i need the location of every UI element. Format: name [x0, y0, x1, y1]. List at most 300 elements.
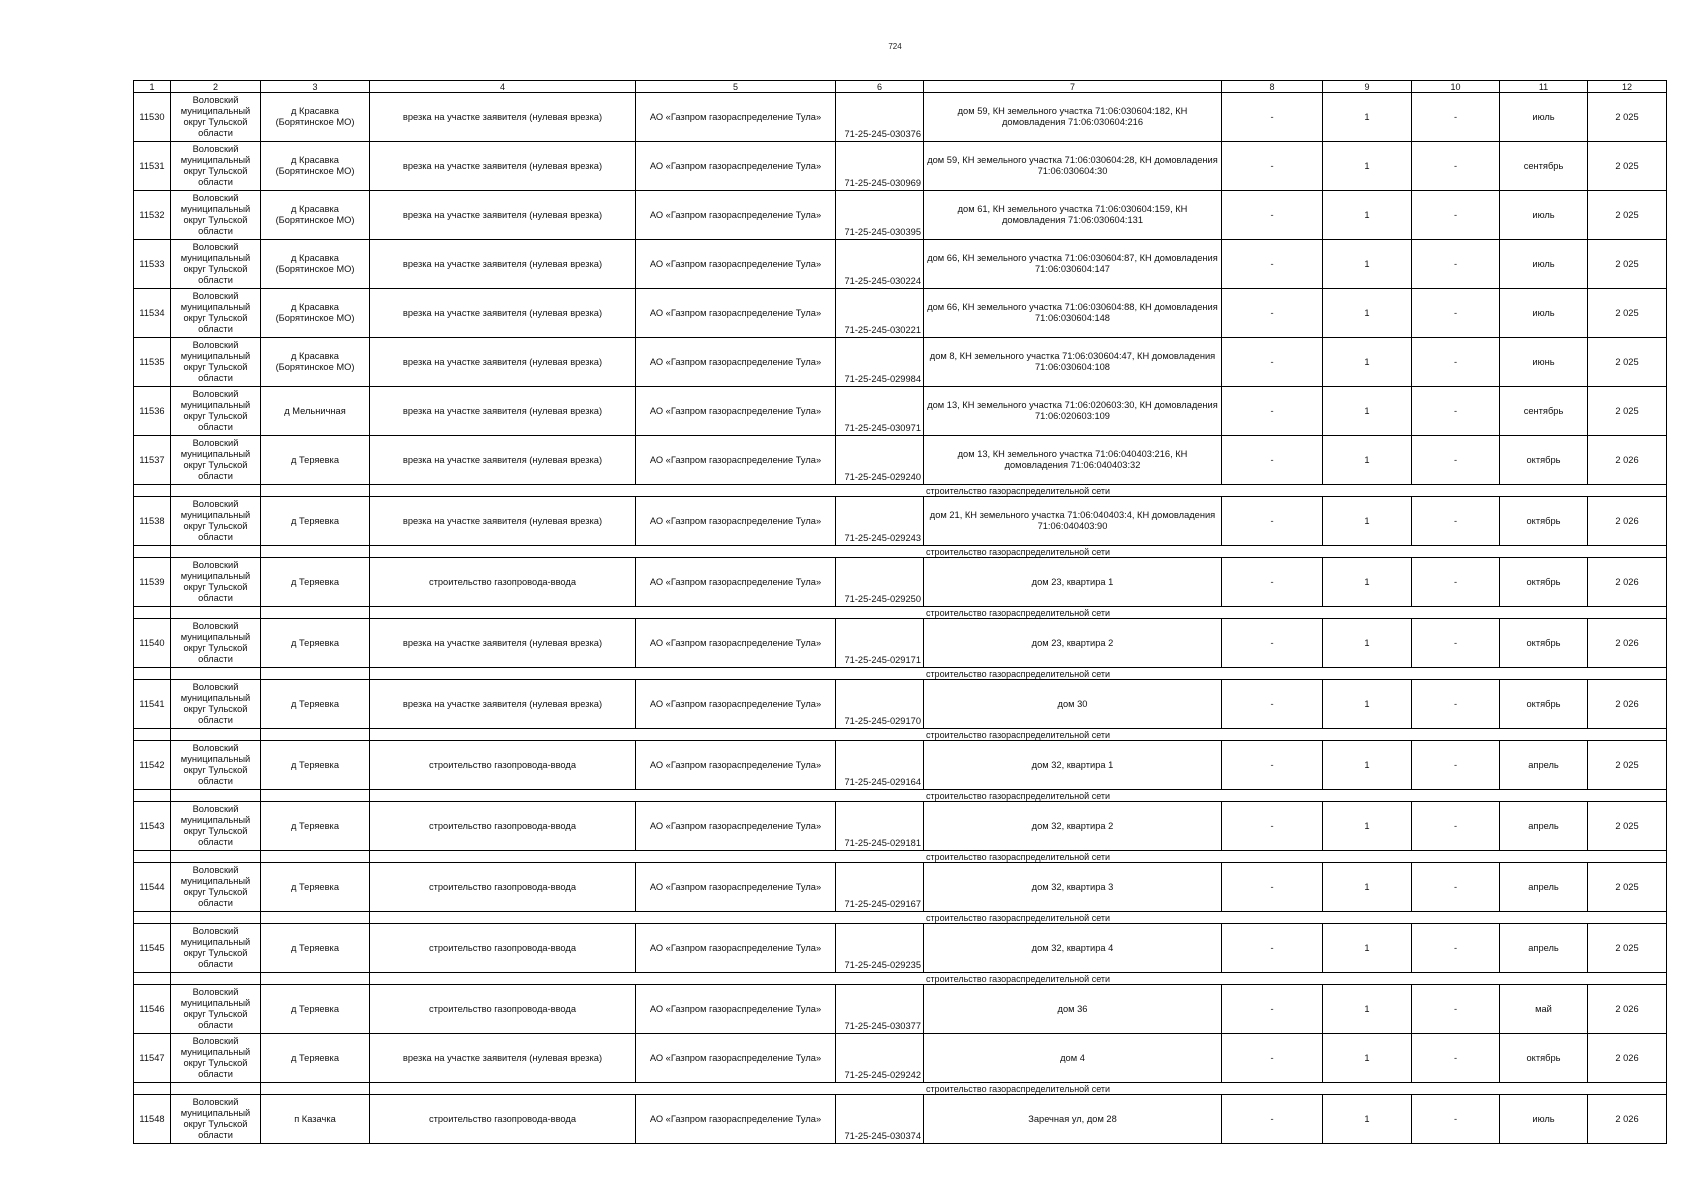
column-10-cell: -: [1412, 142, 1500, 191]
separator-label: строительство газораспределительной сети: [370, 790, 1667, 802]
organization-cell: АО «Газпром газораспределение Тула»: [636, 741, 836, 790]
month-cell: апрель: [1500, 741, 1588, 790]
year-cell: 2 026: [1588, 619, 1667, 668]
locality-cell: п Казачка: [261, 1095, 370, 1144]
column-10-cell: -: [1412, 387, 1500, 436]
month-cell: октябрь: [1500, 619, 1588, 668]
request-code-cell: 71-25-245-030971: [836, 387, 924, 436]
column-10-cell: -: [1412, 680, 1500, 729]
request-code-cell: 71-25-245-030969: [836, 142, 924, 191]
month-cell: сентябрь: [1500, 387, 1588, 436]
request-code-cell: 71-25-245-029235: [836, 924, 924, 973]
organization-cell: АО «Газпром газораспределение Тула»: [636, 436, 836, 485]
column-10-cell: -: [1412, 338, 1500, 387]
work-type-cell: врезка на участке заявителя (нулевая врезка): [370, 1034, 636, 1083]
request-code-cell: 71-25-245-030224: [836, 240, 924, 289]
header-cell: 7: [924, 81, 1222, 93]
separator-empty-cell: [171, 790, 261, 802]
quantity-cell: 1: [1323, 680, 1412, 729]
column-8-cell: -: [1222, 802, 1323, 851]
quantity-cell: 1: [1323, 985, 1412, 1034]
year-cell: 2 026: [1588, 558, 1667, 607]
request-code-cell: 71-25-245-030377: [836, 985, 924, 1034]
separator-empty-cell: [261, 668, 370, 680]
row-number-cell: 11530: [134, 93, 171, 142]
table-row: [134, 1095, 1667, 1144]
work-type-cell: строительство газопровода-ввода: [370, 924, 636, 973]
year-cell: 2 025: [1588, 338, 1667, 387]
organization-cell: АО «Газпром газораспределение Тула»: [636, 93, 836, 142]
header-cell: 11: [1500, 81, 1588, 93]
organization-cell: АО «Газпром газораспределение Тула»: [636, 1095, 836, 1144]
locality-cell: д Красавка (Борятинское МО): [261, 93, 370, 142]
district-cell: Воловский муниципальный округ Тульской области: [171, 741, 261, 790]
row-number-cell: 11545: [134, 924, 171, 973]
month-cell: июнь: [1500, 338, 1588, 387]
row-number-cell: 11548: [134, 1095, 171, 1144]
column-8-cell: -: [1222, 1034, 1323, 1083]
separator-empty-cell: [171, 668, 261, 680]
work-type-cell: врезка на участке заявителя (нулевая врезка): [370, 680, 636, 729]
section-separator-row: [134, 607, 1667, 619]
year-cell: 2 026: [1588, 1095, 1667, 1144]
table-row: [134, 924, 1667, 973]
column-10-cell: -: [1412, 619, 1500, 668]
request-code-cell: 71-25-245-029164: [836, 741, 924, 790]
request-code-cell: 71-25-245-029250: [836, 558, 924, 607]
quantity-cell: 1: [1323, 1034, 1412, 1083]
table-row: [134, 985, 1667, 1034]
separator-empty-cell: [171, 973, 261, 985]
organization-cell: АО «Газпром газораспределение Тула»: [636, 497, 836, 546]
year-cell: 2 025: [1588, 93, 1667, 142]
locality-cell: д Теряевка: [261, 680, 370, 729]
table-body: [134, 81, 1667, 1144]
separator-empty-cell: [261, 790, 370, 802]
column-10-cell: -: [1412, 289, 1500, 338]
column-8-cell: -: [1222, 436, 1323, 485]
column-8-cell: -: [1222, 289, 1323, 338]
month-cell: июль: [1500, 191, 1588, 240]
column-10-cell: -: [1412, 497, 1500, 546]
table-row: [134, 93, 1667, 142]
year-cell: 2 026: [1588, 436, 1667, 485]
locality-cell: д Мельничная: [261, 387, 370, 436]
locality-cell: д Теряевка: [261, 802, 370, 851]
separator-label: строительство газораспределительной сети: [370, 973, 1667, 985]
separator-empty-cell: [134, 729, 171, 741]
table-row: [134, 802, 1667, 851]
work-type-cell: врезка на участке заявителя (нулевая врезка): [370, 436, 636, 485]
locality-cell: д Теряевка: [261, 924, 370, 973]
month-cell: июль: [1500, 289, 1588, 338]
month-cell: октябрь: [1500, 1034, 1588, 1083]
column-8-cell: -: [1222, 387, 1323, 436]
work-type-cell: врезка на участке заявителя (нулевая врезка): [370, 191, 636, 240]
table-row: [134, 1034, 1667, 1083]
month-cell: май: [1500, 985, 1588, 1034]
address-cell: дом 32, квартира 2: [924, 802, 1222, 851]
month-cell: октябрь: [1500, 680, 1588, 729]
row-number-cell: 11542: [134, 741, 171, 790]
year-cell: 2 026: [1588, 1034, 1667, 1083]
month-cell: июль: [1500, 240, 1588, 289]
column-10-cell: -: [1412, 191, 1500, 240]
row-number-cell: 11534: [134, 289, 171, 338]
header-cell: 2: [171, 81, 261, 93]
row-number-cell: 11536: [134, 387, 171, 436]
column-10-cell: -: [1412, 93, 1500, 142]
district-cell: Воловский муниципальный округ Тульской области: [171, 142, 261, 191]
column-8-cell: -: [1222, 142, 1323, 191]
locality-cell: д Красавка (Борятинское МО): [261, 338, 370, 387]
locality-cell: д Теряевка: [261, 619, 370, 668]
year-cell: 2 025: [1588, 387, 1667, 436]
locality-cell: д Теряевка: [261, 863, 370, 912]
separator-label: строительство газораспределительной сети: [370, 546, 1667, 558]
quantity-cell: 1: [1323, 436, 1412, 485]
column-10-cell: -: [1412, 741, 1500, 790]
address-cell: дом 13, КН земельного участка 71:06:020603:30, КН домовладения 71:06:020603:109: [924, 387, 1222, 436]
work-type-cell: врезка на участке заявителя (нулевая врезка): [370, 338, 636, 387]
district-cell: Воловский муниципальный округ Тульской области: [171, 338, 261, 387]
column-8-cell: -: [1222, 191, 1323, 240]
address-cell: дом 8, КН земельного участка 71:06:030604:47, КН домовладения 71:06:030604:108: [924, 338, 1222, 387]
separator-empty-cell: [171, 607, 261, 619]
header-cell: 3: [261, 81, 370, 93]
quantity-cell: 1: [1323, 289, 1412, 338]
address-cell: дом 23, квартира 1: [924, 558, 1222, 607]
organization-cell: АО «Газпром газораспределение Тула»: [636, 240, 836, 289]
locality-cell: д Теряевка: [261, 436, 370, 485]
row-number-cell: 11533: [134, 240, 171, 289]
address-cell: дом 59, КН земельного участка 71:06:030604:182, КН домовладения 71:06:030604:216: [924, 93, 1222, 142]
address-cell: дом 13, КН земельного участка 71:06:040403:216, КН домовладения 71:06:040403:32: [924, 436, 1222, 485]
separator-empty-cell: [134, 546, 171, 558]
organization-cell: АО «Газпром газораспределение Тула»: [636, 387, 836, 436]
table-row: [134, 436, 1667, 485]
separator-label: строительство газораспределительной сети: [370, 668, 1667, 680]
header-cell: 8: [1222, 81, 1323, 93]
separator-empty-cell: [261, 607, 370, 619]
table-row: [134, 240, 1667, 289]
column-10-cell: -: [1412, 1095, 1500, 1144]
column-8-cell: -: [1222, 924, 1323, 973]
address-cell: дом 66, КН земельного участка 71:06:030604:87, КН домовладения 71:06:030604:147: [924, 240, 1222, 289]
locality-cell: д Теряевка: [261, 497, 370, 546]
row-number-cell: 11537: [134, 436, 171, 485]
separator-label: строительство газораспределительной сети: [370, 729, 1667, 741]
district-cell: Воловский муниципальный округ Тульской области: [171, 497, 261, 546]
section-separator-row: [134, 790, 1667, 802]
locality-cell: д Теряевка: [261, 558, 370, 607]
column-10-cell: -: [1412, 985, 1500, 1034]
request-code-cell: 71-25-245-029984: [836, 338, 924, 387]
year-cell: 2 025: [1588, 863, 1667, 912]
district-cell: Воловский муниципальный округ Тульской области: [171, 924, 261, 973]
separator-label: строительство газораспределительной сети: [370, 607, 1667, 619]
header-cell: 4: [370, 81, 636, 93]
row-number-cell: 11538: [134, 497, 171, 546]
separator-empty-cell: [261, 912, 370, 924]
district-cell: Воловский муниципальный округ Тульской области: [171, 1034, 261, 1083]
column-10-cell: -: [1412, 240, 1500, 289]
table-row: [134, 863, 1667, 912]
year-cell: 2 025: [1588, 240, 1667, 289]
month-cell: апрель: [1500, 863, 1588, 912]
table-row: [134, 741, 1667, 790]
organization-cell: АО «Газпром газораспределение Тула»: [636, 924, 836, 973]
locality-cell: д Красавка (Борятинское МО): [261, 240, 370, 289]
address-cell: дом 32, квартира 4: [924, 924, 1222, 973]
header-cell: 12: [1588, 81, 1667, 93]
row-number-cell: 11543: [134, 802, 171, 851]
header-cell: 10: [1412, 81, 1500, 93]
table-row: [134, 680, 1667, 729]
row-number-cell: 11531: [134, 142, 171, 191]
column-8-cell: -: [1222, 985, 1323, 1034]
header-cell: 5: [636, 81, 836, 93]
table-row: [134, 558, 1667, 607]
row-number-cell: 11547: [134, 1034, 171, 1083]
row-number-cell: 11544: [134, 863, 171, 912]
table-row: [134, 142, 1667, 191]
work-type-cell: строительство газопровода-ввода: [370, 863, 636, 912]
quantity-cell: 1: [1323, 191, 1412, 240]
section-separator-row: [134, 546, 1667, 558]
work-type-cell: врезка на участке заявителя (нулевая врезка): [370, 93, 636, 142]
work-type-cell: строительство газопровода-ввода: [370, 802, 636, 851]
district-cell: Воловский муниципальный округ Тульской области: [171, 289, 261, 338]
separator-empty-cell: [261, 851, 370, 863]
column-8-cell: -: [1222, 619, 1323, 668]
header-cell: 1: [134, 81, 171, 93]
address-cell: дом 21, КН земельного участка 71:06:040403:4, КН домовладения 71:06:040403:90: [924, 497, 1222, 546]
column-10-cell: -: [1412, 802, 1500, 851]
separator-empty-cell: [171, 1083, 261, 1095]
column-8-cell: -: [1222, 558, 1323, 607]
work-type-cell: врезка на участке заявителя (нулевая врезка): [370, 497, 636, 546]
column-10-cell: -: [1412, 1034, 1500, 1083]
section-separator-row: [134, 912, 1667, 924]
address-cell: дом 32, квартира 3: [924, 863, 1222, 912]
table-row: [134, 387, 1667, 436]
separator-empty-cell: [171, 546, 261, 558]
quantity-cell: 1: [1323, 924, 1412, 973]
quantity-cell: 1: [1323, 497, 1412, 546]
organization-cell: АО «Газпром газораспределение Тула»: [636, 802, 836, 851]
request-code-cell: 71-25-245-029167: [836, 863, 924, 912]
quantity-cell: 1: [1323, 1095, 1412, 1144]
row-number-cell: 11546: [134, 985, 171, 1034]
request-code-cell: 71-25-245-029243: [836, 497, 924, 546]
locality-cell: д Красавка (Борятинское МО): [261, 289, 370, 338]
quantity-cell: 1: [1323, 863, 1412, 912]
address-cell: дом 32, квартира 1: [924, 741, 1222, 790]
district-cell: Воловский муниципальный округ Тульской области: [171, 558, 261, 607]
locality-cell: д Теряевка: [261, 741, 370, 790]
row-number-cell: 11541: [134, 680, 171, 729]
month-cell: июль: [1500, 93, 1588, 142]
district-cell: Воловский муниципальный округ Тульской области: [171, 240, 261, 289]
request-code-cell: 71-25-245-030221: [836, 289, 924, 338]
section-separator-row: [134, 1083, 1667, 1095]
year-cell: 2 025: [1588, 191, 1667, 240]
work-type-cell: врезка на участке заявителя (нулевая врезка): [370, 142, 636, 191]
separator-label: строительство газораспределительной сети: [370, 912, 1667, 924]
organization-cell: АО «Газпром газораспределение Тула»: [636, 338, 836, 387]
year-cell: 2 025: [1588, 142, 1667, 191]
column-8-cell: -: [1222, 497, 1323, 546]
column-8-cell: -: [1222, 338, 1323, 387]
column-10-cell: -: [1412, 924, 1500, 973]
organization-cell: АО «Газпром газораспределение Тула»: [636, 680, 836, 729]
address-cell: дом 23, квартира 2: [924, 619, 1222, 668]
column-8-cell: -: [1222, 93, 1323, 142]
year-cell: 2 026: [1588, 497, 1667, 546]
organization-cell: АО «Газпром газораспределение Тула»: [636, 1034, 836, 1083]
row-number-cell: 11539: [134, 558, 171, 607]
section-separator-row: [134, 668, 1667, 680]
address-cell: дом 61, КН земельного участка 71:06:030604:159, КН домовладения 71:06:030604:131: [924, 191, 1222, 240]
row-number-cell: 11535: [134, 338, 171, 387]
organization-cell: АО «Газпром газораспределение Тула»: [636, 289, 836, 338]
separator-empty-cell: [134, 668, 171, 680]
separator-empty-cell: [261, 485, 370, 497]
separator-empty-cell: [261, 973, 370, 985]
district-cell: Воловский муниципальный округ Тульской области: [171, 387, 261, 436]
district-cell: Воловский муниципальный округ Тульской области: [171, 93, 261, 142]
district-cell: Воловский муниципальный округ Тульской области: [171, 985, 261, 1034]
locality-cell: д Теряевка: [261, 1034, 370, 1083]
quantity-cell: 1: [1323, 558, 1412, 607]
row-number-cell: 11540: [134, 619, 171, 668]
table-row: [134, 619, 1667, 668]
quantity-cell: 1: [1323, 802, 1412, 851]
address-cell: дом 66, КН земельного участка 71:06:030604:88, КН домовладения 71:06:030604:148: [924, 289, 1222, 338]
separator-label: строительство газораспределительной сети: [370, 485, 1667, 497]
year-cell: 2 025: [1588, 741, 1667, 790]
address-cell: дом 36: [924, 985, 1222, 1034]
address-cell: Заречная ул, дом 28: [924, 1095, 1222, 1144]
header-cell: 9: [1323, 81, 1412, 93]
work-type-cell: строительство газопровода-ввода: [370, 985, 636, 1034]
year-cell: 2 026: [1588, 680, 1667, 729]
organization-cell: АО «Газпром газораспределение Тула»: [636, 863, 836, 912]
district-cell: Воловский муниципальный округ Тульской области: [171, 436, 261, 485]
work-type-cell: врезка на участке заявителя (нулевая врезка): [370, 289, 636, 338]
column-8-cell: -: [1222, 240, 1323, 289]
quantity-cell: 1: [1323, 387, 1412, 436]
quantity-cell: 1: [1323, 142, 1412, 191]
year-cell: 2 025: [1588, 924, 1667, 973]
quantity-cell: 1: [1323, 240, 1412, 289]
column-8-cell: -: [1222, 1095, 1323, 1144]
separator-empty-cell: [134, 851, 171, 863]
separator-empty-cell: [171, 912, 261, 924]
section-separator-row: [134, 851, 1667, 863]
month-cell: сентябрь: [1500, 142, 1588, 191]
column-10-cell: -: [1412, 558, 1500, 607]
address-cell: дом 4: [924, 1034, 1222, 1083]
work-type-cell: врезка на участке заявителя (нулевая врезка): [370, 619, 636, 668]
column-8-cell: -: [1222, 741, 1323, 790]
request-code-cell: 71-25-245-029242: [836, 1034, 924, 1083]
quantity-cell: 1: [1323, 619, 1412, 668]
organization-cell: АО «Газпром газораспределение Тула»: [636, 985, 836, 1034]
row-number-cell: 11532: [134, 191, 171, 240]
request-code-cell: 71-25-245-030374: [836, 1095, 924, 1144]
month-cell: апрель: [1500, 802, 1588, 851]
separator-label: строительство газораспределительной сети: [370, 851, 1667, 863]
column-number-header: [134, 81, 1667, 93]
locality-cell: д Красавка (Борятинское МО): [261, 191, 370, 240]
district-cell: Воловский муниципальный округ Тульской области: [171, 619, 261, 668]
address-cell: дом 59, КН земельного участка 71:06:030604:28, КН домовладения 71:06:030604:30: [924, 142, 1222, 191]
address-cell: дом 30: [924, 680, 1222, 729]
request-code-cell: 71-25-245-030376: [836, 93, 924, 142]
request-code-cell: 71-25-245-029171: [836, 619, 924, 668]
column-10-cell: -: [1412, 436, 1500, 485]
work-type-cell: врезка на участке заявителя (нулевая врезка): [370, 240, 636, 289]
separator-empty-cell: [261, 546, 370, 558]
month-cell: октябрь: [1500, 558, 1588, 607]
separator-empty-cell: [261, 1083, 370, 1095]
column-10-cell: -: [1412, 863, 1500, 912]
request-code-cell: 71-25-245-029240: [836, 436, 924, 485]
separator-label: строительство газораспределительной сети: [370, 1083, 1667, 1095]
table-row: [134, 497, 1667, 546]
district-cell: Воловский муниципальный округ Тульской области: [171, 680, 261, 729]
month-cell: апрель: [1500, 924, 1588, 973]
column-8-cell: -: [1222, 863, 1323, 912]
organization-cell: АО «Газпром газораспределение Тула»: [636, 191, 836, 240]
gasification-register-table: [133, 80, 1667, 1144]
table-row: [134, 289, 1667, 338]
month-cell: июль: [1500, 1095, 1588, 1144]
work-type-cell: строительство газопровода-ввода: [370, 558, 636, 607]
separator-empty-cell: [171, 851, 261, 863]
column-8-cell: -: [1222, 680, 1323, 729]
separator-empty-cell: [134, 790, 171, 802]
organization-cell: АО «Газпром газораспределение Тула»: [636, 142, 836, 191]
year-cell: 2 025: [1588, 802, 1667, 851]
year-cell: 2 025: [1588, 289, 1667, 338]
quantity-cell: 1: [1323, 93, 1412, 142]
section-separator-row: [134, 485, 1667, 497]
section-separator-row: [134, 973, 1667, 985]
district-cell: Воловский муниципальный округ Тульской области: [171, 191, 261, 240]
request-code-cell: 71-25-245-029181: [836, 802, 924, 851]
organization-cell: АО «Газпром газораспределение Тула»: [636, 619, 836, 668]
separator-empty-cell: [134, 912, 171, 924]
month-cell: октябрь: [1500, 497, 1588, 546]
locality-cell: д Красавка (Борятинское МО): [261, 142, 370, 191]
month-cell: октябрь: [1500, 436, 1588, 485]
separator-empty-cell: [134, 485, 171, 497]
separator-empty-cell: [171, 485, 261, 497]
work-type-cell: строительство газопровода-ввода: [370, 1095, 636, 1144]
section-separator-row: [134, 729, 1667, 741]
work-type-cell: врезка на участке заявителя (нулевая врезка): [370, 387, 636, 436]
district-cell: Воловский муниципальный округ Тульской области: [171, 863, 261, 912]
separator-empty-cell: [134, 973, 171, 985]
locality-cell: д Теряевка: [261, 985, 370, 1034]
district-cell: Воловский муниципальный округ Тульской области: [171, 802, 261, 851]
district-cell: Воловский муниципальный округ Тульской области: [171, 1095, 261, 1144]
page-number: 724: [888, 42, 902, 51]
quantity-cell: 1: [1323, 338, 1412, 387]
